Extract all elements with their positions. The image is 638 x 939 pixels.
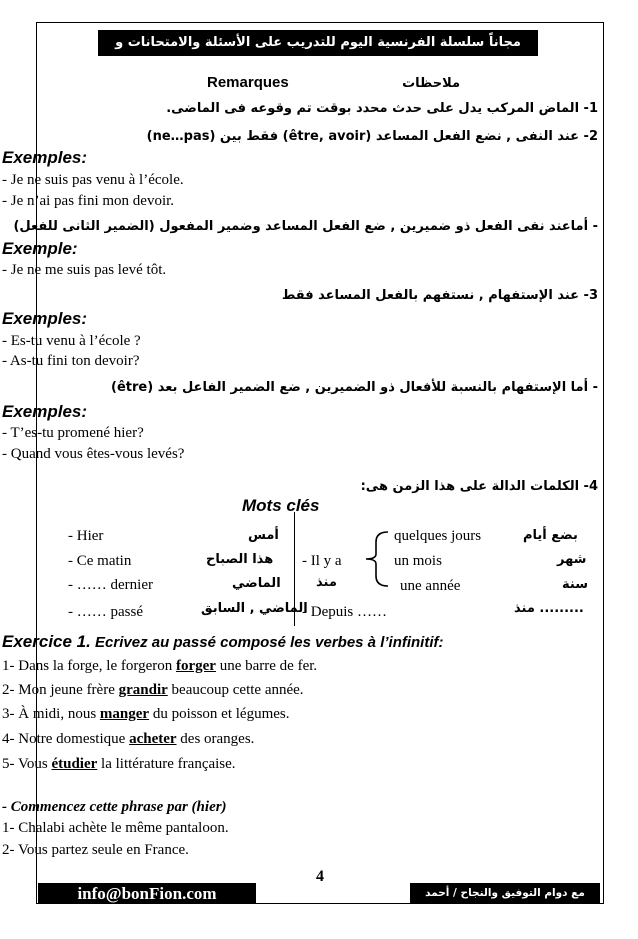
- mot-hier: - Hier: [68, 528, 104, 544]
- exemples-label-1: Exemples:: [2, 148, 88, 167]
- mot-hier-ar: أمس: [248, 528, 279, 543]
- footer-email: info@bonFion.com: [38, 883, 256, 904]
- top-banner: مجاناً سلسلة الفرنسية اليوم للتدريب على الأسئلة والامتحانات و بدون مقابل: [98, 30, 538, 56]
- mot-quelques-jours-ar: بضع أيام: [523, 528, 578, 543]
- mot-une-annee-ar: سنة: [562, 577, 588, 592]
- rule-3b: - أما الإستفهام بالنسبة للأفعال ذو الضميرين , ضع الضمير الفاعل بعد (être): [111, 380, 598, 395]
- mot-passe-ar: الماضي , السابق: [201, 601, 308, 616]
- rule-4: 4- الكلمات الدالة على هذا الزمن هى:: [360, 479, 598, 494]
- rule-2b: - أماعند نفى الفعل ذو ضميرين , ضع الفعل المساعد وضمير المفعول (الضمير الثانى للفعل): [13, 219, 598, 234]
- mot-matin-ar: هذا الصباح: [206, 552, 274, 567]
- mots-cles-heading: Mots clés: [242, 496, 320, 515]
- rule-3: 3- عند الإستفهام , نستفهم بالفعل المساعد فقط: [281, 288, 598, 303]
- commencez-instruction: - Commencez cette phrase par (hier): [2, 799, 227, 815]
- mot-un-mois: un mois: [394, 553, 442, 569]
- remarques-heading: Remarques: [207, 74, 289, 91]
- mot-une-annee: une année: [400, 578, 461, 594]
- footer-signature: مع دوام التوفيق والنجاح / أحمد شلبى: [410, 883, 600, 904]
- page-number: 4: [316, 868, 324, 885]
- example-line: - Es-tu venu à l’école ?: [2, 333, 141, 349]
- mot-dernier-ar: الماضي: [232, 576, 281, 591]
- mot-matin: - Ce matin: [68, 553, 132, 569]
- exercise-item: 3- À midi, nous manger du poisson et légumes.: [2, 706, 290, 722]
- exercise-instruction: Ecrivez au passé composé les verbes à l’infinitif:: [95, 634, 444, 651]
- exercise-heading: Exercice 1.: [2, 632, 91, 651]
- verb: grandir: [118, 682, 168, 698]
- mot-un-mois-ar: شهر: [557, 552, 587, 567]
- mot-il-y-a-ar: منذ: [316, 575, 337, 590]
- rule-2: 2- عند النفى , نضع الفعل المساعد (être, avoir) فقط بين (ne…pas): [146, 129, 598, 144]
- exemples-label-2: Exemples:: [2, 309, 88, 328]
- phrase-line: 1- Chalabi achète le même pantaloon.: [2, 820, 229, 836]
- rule-1: 1- الماض المركب يدل على حدث محدد بوقت تم وقوعه فى الماضى.: [166, 101, 598, 116]
- exercise-title: [2, 632, 444, 652]
- example-line: - Quand vous êtes-vous levés?: [2, 446, 185, 462]
- exemple-label: Exemple:: [2, 239, 78, 258]
- remarques-heading-ar: ملاحظات: [402, 76, 460, 91]
- exercise-item: 5- Vous étudier la littérature française.: [2, 756, 236, 772]
- exercise-item: 2- Mon jeune frère grandir beaucoup cette année.: [2, 682, 304, 698]
- mot-quelques-jours: quelques jours: [394, 528, 482, 544]
- column-divider: [294, 512, 295, 626]
- exemples-label-3: Exemples:: [2, 402, 88, 421]
- phrase-line: 2- Vous partez seule en France.: [2, 842, 189, 858]
- example-line: - Je n’ai pas fini mon devoir.: [2, 193, 175, 209]
- mot-depuis-ar: ......... منذ: [514, 601, 584, 616]
- mot-passe: - …… passé: [68, 604, 143, 620]
- verb: forger: [175, 658, 216, 674]
- mot-depuis: - Depuis ……: [302, 604, 387, 620]
- exercise-item: 1- Dans la forge, le forgeron forger une barre de fer.: [2, 658, 318, 674]
- verb: étudier: [51, 756, 98, 772]
- example-line: - As-tu fini ton devoir?: [2, 353, 140, 369]
- exercise-item: 4- Notre domestique acheter des oranges.: [2, 731, 255, 747]
- mot-dernier: - …… dernier: [68, 577, 153, 593]
- verb: manger: [99, 706, 150, 722]
- example-line: - T’es-tu promené hier?: [2, 425, 144, 441]
- verb: acheter: [129, 731, 177, 747]
- example-line: - Je ne suis pas venu à l’école.: [2, 172, 184, 188]
- brace-icon: [364, 530, 390, 588]
- mot-il-y-a: - Il y a: [302, 553, 342, 569]
- example-line: - Je ne me suis pas levé tôt.: [2, 262, 167, 278]
